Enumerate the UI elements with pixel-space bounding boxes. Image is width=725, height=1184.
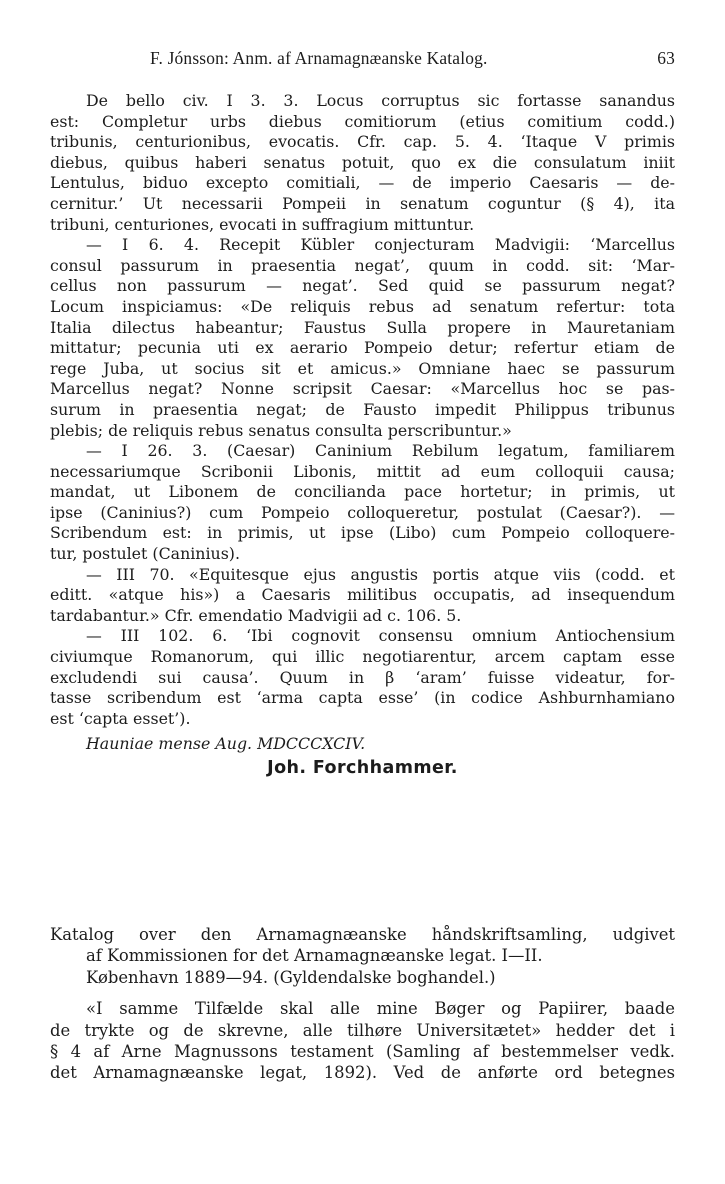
text-line: necessariumque Scribonii Libonis, mittit ad eum colloquii causa; bbox=[50, 461, 675, 481]
text-line: mandat, ut Libonem de concilianda pace hortetur; in primis, ut bbox=[50, 482, 675, 502]
text-line: af Kommissionen for det Arnamagnæanske legat. I—II. bbox=[86, 946, 543, 966]
text-line: København 1889—94. (Gyldendalske boghandel.) bbox=[86, 967, 496, 987]
text-line: surum in praesentia negat; de Fausto impedit Philippus tribunus bbox=[50, 399, 675, 419]
text-line: tasse scribendum est ‘arma capta esse’ (in codice Ashburnhamiano bbox=[50, 688, 675, 708]
text-line: De bello civ. I 3. 3. Locus corruptus sic fortasse sanandus bbox=[86, 91, 675, 110]
text-line: — I 6. 4. Recepit Kübler conjecturam Madvigii: ‘Marcellus bbox=[86, 235, 675, 255]
text-line: civiumque Romanorum, qui illic negotiarentur, arcem captam esse bbox=[50, 647, 675, 667]
dateline: Hauniae mense Aug. MDCCCXCIV. bbox=[86, 734, 366, 753]
text-line: de trykte og de skrevne, alle tilhøre Universitætet» hedder det i bbox=[50, 1020, 675, 1040]
text-line: — III 102. 6. ‘Ibi cognovit consensu omnium Antiochensium bbox=[86, 626, 675, 646]
text-line: rege Juba, ut socius sit et amicus.» Omniane haec se passurum bbox=[50, 358, 675, 378]
text-line: tribuni, centuriones, evocati in suffragium mittuntur. bbox=[50, 214, 475, 234]
running-title: F. Jónsson: Anm. af Arnamagnæanske Katalog. bbox=[150, 48, 488, 68]
text-line: tur, postulet (Caninius). bbox=[50, 544, 240, 564]
author-signature: Joh. Forchhammer. bbox=[267, 758, 458, 778]
text-line: diebus, quibus haberi senatus potuit, quo ex die consulatum iniit bbox=[50, 152, 675, 172]
text-line: ipse (Caninius?) cum Pompeio colloqueretur, postulat (Caesar?). — bbox=[50, 502, 675, 522]
text-line: § 4 af Arne Magnussons testament (Samling af bestemmelser vedk. bbox=[50, 1041, 675, 1061]
main-text bbox=[50, 91, 675, 729]
dateline-block bbox=[50, 734, 675, 755]
text-line: tribunis, centurionibus, evocatis. Cfr. cap. 5. 4. ‘Itaque V primis bbox=[50, 132, 675, 152]
review-text bbox=[50, 924, 675, 1084]
text-line: Marcellus negat? Nonne scripsit Caesar: «Marcellus hoc se pas- bbox=[50, 379, 675, 399]
text-line: tardabantur.» Cfr. emendatio Madvigii ad c. 106. 5. bbox=[50, 605, 462, 625]
text-line: «I samme Tilfælde skal alle mine Bøger og Papiirer, baade bbox=[86, 999, 675, 1019]
text-line: cellus non passurum — negat’. Sed quid se passurum negat? bbox=[50, 276, 675, 296]
text-line: mittatur; pecunia uti ex aerario Pompeio detur; refertur etiam de bbox=[50, 338, 675, 358]
text-line: det Arnamagnæanske legat, 1892). Ved de anførte ord betegnes bbox=[50, 1063, 675, 1083]
text-line: Italia dilectus habeantur; Faustus Sulla propere in Mauretaniam bbox=[50, 317, 675, 337]
text-line: consul passurum in praesentia negat’, quum in codd. sit: ‘Mar- bbox=[50, 255, 675, 275]
text-line: — I 26. 3. (Caesar) Caninium Rebilum legatum, familiarem bbox=[86, 441, 675, 461]
text-line: Lentulus, biduo excepto comitiali, — de imperio Caesaris — de- bbox=[50, 173, 675, 193]
running-header bbox=[150, 48, 675, 69]
text-line: — III 70. «Equitesque ejus angustis portis atque viis (codd. et bbox=[86, 564, 675, 584]
text-line: editt. «atque his») a Caesaris militibus occupatis, ad insequendum bbox=[50, 585, 675, 605]
text-line: Scribendum est: in primis, ut ipse (Libo) cum Pompeio colloquere- bbox=[50, 523, 675, 543]
text-line: est ‘capta esset’). bbox=[50, 708, 191, 728]
text-line: est: Completur urbs diebus comitiorum (etius comitium codd.) bbox=[50, 111, 675, 131]
text-line: excludendi sui causa’. Quum in β ‘aram’ fuisse videatur, for- bbox=[50, 667, 675, 687]
page-number: 63 bbox=[657, 48, 675, 68]
text-line: plebis; de reliquis rebus senatus consulta perscribuntur.» bbox=[50, 420, 512, 440]
text-line: Locum inspiciamus: «De reliquis rebus ad senatum refertur: tota bbox=[50, 296, 675, 316]
text-line: cernitur.’ Ut necessarii Pompeii in senatum coguntur (§ 4), ita bbox=[50, 193, 675, 213]
text-line: Katalog over den Arnamagnæanske håndskriftsamling, udgivet bbox=[50, 925, 675, 944]
